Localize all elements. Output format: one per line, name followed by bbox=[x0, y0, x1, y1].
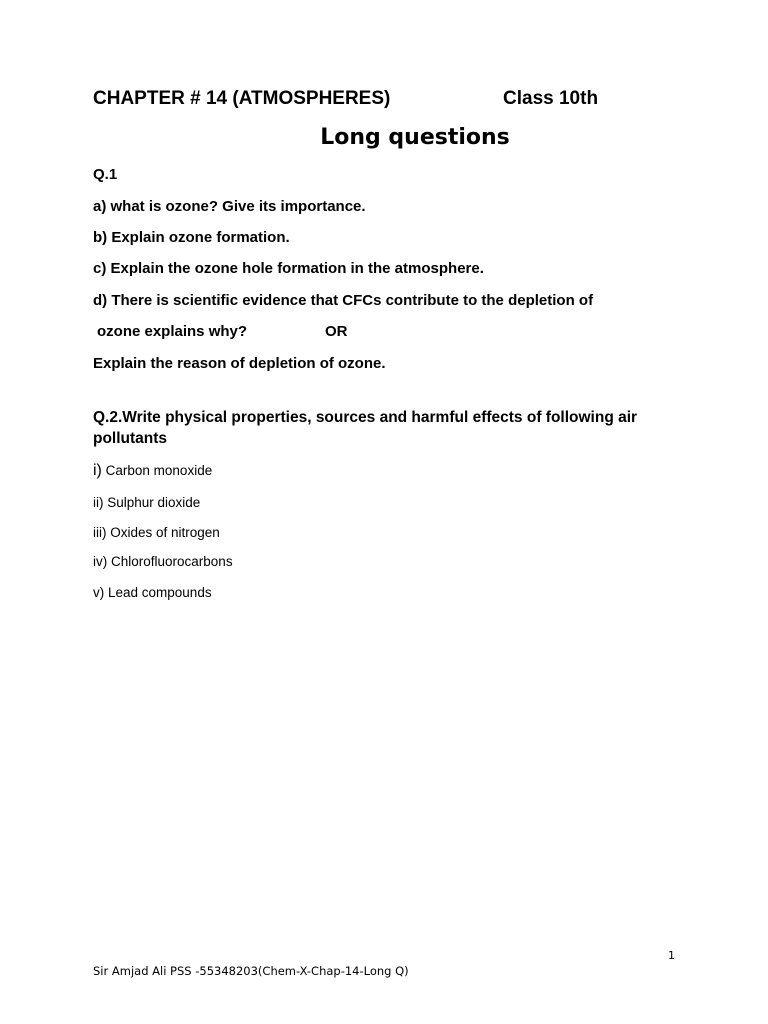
question-1-part-d: d) There is scientific evidence that CFCs contribute to the depletion of bbox=[93, 292, 594, 309]
list-item-number: i) bbox=[93, 462, 102, 479]
list-item-text: Oxides of nitrogen bbox=[106, 525, 220, 540]
list-item bbox=[93, 462, 212, 480]
question-2-line-2: pollutants bbox=[93, 430, 168, 447]
list-item-text: Carbon monoxide bbox=[101, 463, 213, 478]
or-separator: OR bbox=[325, 323, 348, 340]
question-1-part-d-continued: ozone explains why? bbox=[97, 323, 248, 340]
list-item bbox=[93, 585, 212, 600]
question-2-line-1: Q.2.Write physical properties, sources and harmful effects of following air bbox=[93, 409, 638, 426]
page-title: Long questions bbox=[320, 125, 510, 150]
page-footer: Sir Amjad Ali PSS -55348203(Chem-X-Chap-14-Long Q) bbox=[93, 964, 409, 978]
question-1-label: Q.1 bbox=[93, 166, 118, 183]
page-number: 1 bbox=[668, 949, 675, 962]
list-item-number: ii) bbox=[93, 495, 104, 510]
list-item bbox=[93, 554, 233, 569]
question-1-alternative: Explain the reason of depletion of ozone. bbox=[93, 355, 386, 372]
question-1-part-c: c) Explain the ozone hole formation in the atmosphere. bbox=[93, 260, 484, 277]
list-item-text: Lead compounds bbox=[104, 585, 212, 600]
list-item-text: Sulphur dioxide bbox=[103, 495, 201, 510]
question-1-part-b: b) Explain ozone formation. bbox=[93, 229, 290, 246]
list-item-text: Chlorofluorocarbons bbox=[107, 554, 233, 569]
list-item-number: iii) bbox=[93, 525, 107, 540]
list-item bbox=[93, 495, 200, 510]
list-item bbox=[93, 525, 220, 540]
list-item-number: v) bbox=[93, 585, 105, 600]
question-1-part-a: a) what is ozone? Give its importance. bbox=[93, 198, 366, 215]
list-item-number: iv) bbox=[93, 554, 108, 569]
class-label: Class 10th bbox=[503, 88, 599, 109]
chapter-heading: CHAPTER # 14 (ATMOSPHERES) bbox=[93, 88, 391, 109]
